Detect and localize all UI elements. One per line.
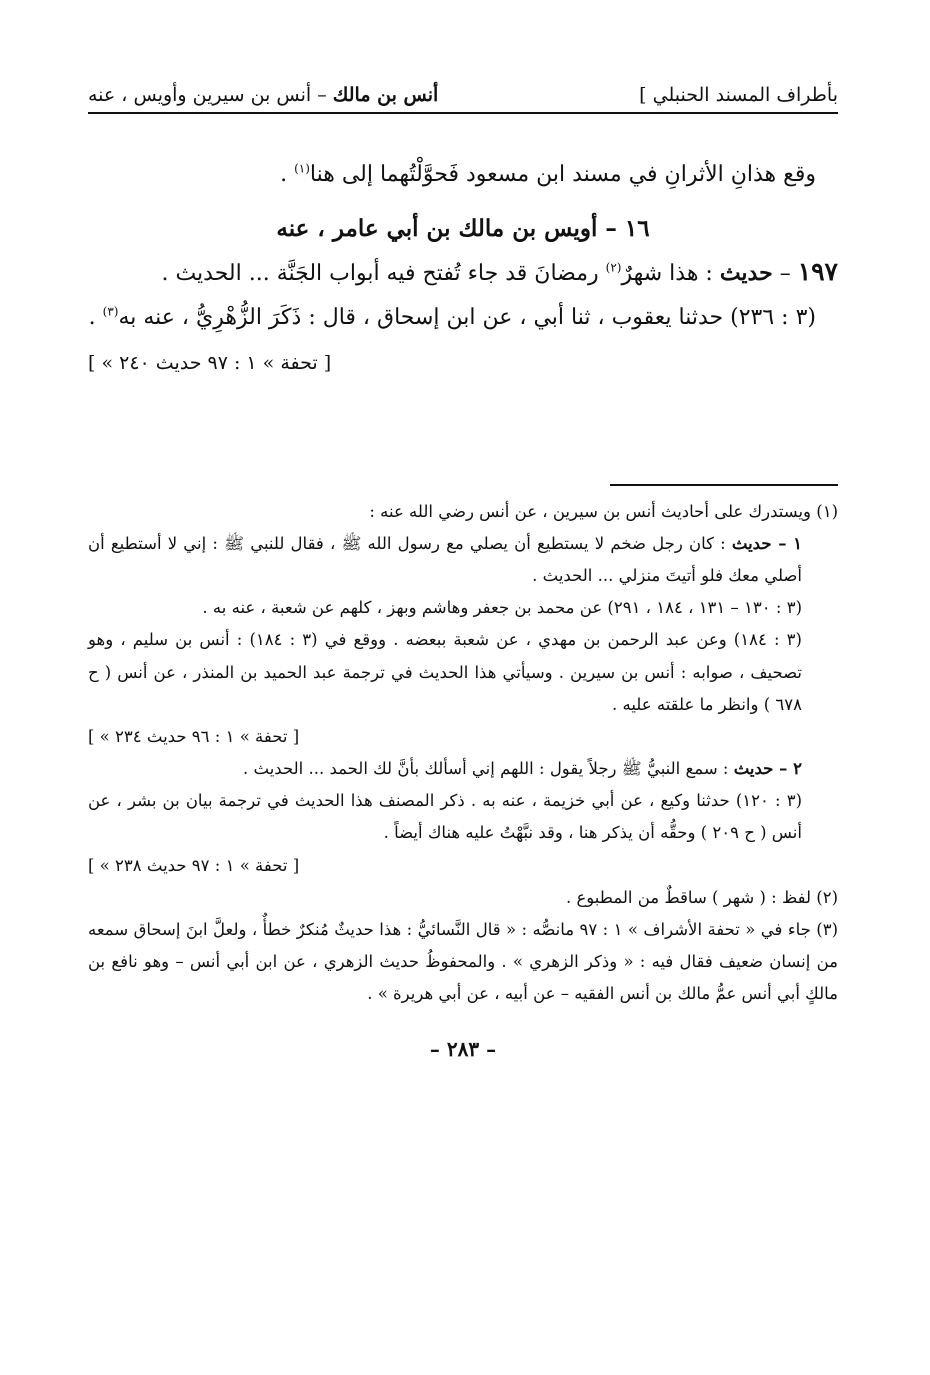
footnote-1-hadith-1-isnad: (٣ : ١٣٠ – ١٣١ ، ١٨٤ ، ٢٩١) عن محمد بن جعفر وهاشم وبهز ، كلهم عن شعبة ، عنه به . [202,598,802,618]
intro-end: . [280,162,295,187]
footnote-2: (٢) لفظ : ( شهر ) ساقطٌ من المطبوع . [565,887,838,907]
page [88,84,838,1061]
page-number: – ٢٨٣ – [429,1036,497,1061]
footnotes [88,496,838,1011]
footnote-1-hadith-1-note: (٣ : ١٨٤) وعن عبد الرحمن بن مهدي ، عن شعبة ببعضه . ووقع في (٣ : ١٨٤) : أنس بن سليم ، وهو تصحيف ، صوابه : أنس بن سيرين . وسيأتي هذا الحديث في ترجمة عبد الحميد بن المنذر ، عن أنس ( ح ٦٧٨ ) وانظر ما علقته عليه . [88,630,802,714]
isnad-paragraph [88,299,838,338]
header-section-name: أنس بن مالك [332,84,439,106]
fn-hadith-number: ١ – [771,533,802,553]
footnote-1-hadith-1 [88,528,838,592]
fn-hadith-number: ٢ – [773,759,802,779]
footnote-1-hadith-2 [88,753,838,785]
hadith-number: ١٩٧ [797,256,838,286]
footnote-ref: (١) [294,161,310,176]
isnad-end: . [88,305,103,331]
header-section [88,84,438,106]
hadith-word: حديث [719,259,773,286]
footnote-ref: (٢) [605,260,622,275]
fn-hadith-word: حديث [731,533,772,553]
footnote-1-hadith-1-tuhfa: [ « تحفة » ١ : ٩٦ حديث ٢٣٤ ] [88,726,300,746]
fn-hadith-text: : سمع النبيُّ ﷺ رجلاً يقول : اللهم إني أسألك بأنَّ لك الحمد ... الحديث . [243,759,734,779]
fn-hadith-text: : كان رجل ضخم لا يستطيع أن يصلي مع رسول الله ﷺ ، فقال للنبي ﷺ : إني لا أستطيع أن أصلي معك فلو أتيتَ منزلي ... الحديث . [88,533,802,586]
header-book-title: بأطراف المسند الحنبلي ] [639,84,838,106]
section-title: ١٦ – أويس بن مالك بن أبي عامر ، عنه [276,214,650,242]
footnote-ref: (٣) [102,304,119,319]
footnote-1-intro: (١) ويستدرك على أحاديث أنس بن سيرين ، عن أنس رضي الله عنه : [369,501,838,521]
footnote-3: (٣) جاء في « تحفة الأشراف » ١ : ٩٧ مانصُّه : « قال النَّسائيُّ : هذا حديثٌ مُنكرٌ خطأٌ ، ولعلَّ ابنَ إسحاق سمعه من إنسان ضعيف فقال فيه : « وذكر الزهري » . والمحفوظُ حديث الزهري ، عن ابن أبي أنس – وهو نافع بن مالكٍ أبي أنس عمُّ مالك بن أنس الفقيه – عن أبيه ، عن أبي هريرة » . [88,919,838,1004]
hadith-text-a: : هذا شهرٌ [621,260,720,286]
isnad-text: (٣ : ٢٣٦) حدثنا يعقوب ، ثنا أبي ، عن ابن إسحاق ، قال : ذَكَرَ الزُّهْرِيُّ ، عنه به [118,305,816,331]
footnote-divider [610,484,838,486]
running-header [88,84,838,114]
fn-hadith-word: حديث [733,759,774,779]
header-section-rest: – أنس بن سيرين وأويس ، عنه [88,84,327,106]
tuhfa-reference: [ « تحفة » ١ : ٩٧ حديث ٢٤٠ ] [88,351,332,374]
hadith-dash: – [772,260,798,286]
footnote-1-hadith-2-isnad: (٣ : ١٢٠) حدثنا وكيع ، عن أبي خزيمة ، عنه به . ذكر المصنف هذا الحديث في ترجمة بيان بن بشر ، عن أنس ( ح ٢٠٩ ) وحقُّه أن يذكر هنا ، وقد نبَّهْتُ عليه هناك أيضاً . [88,791,802,843]
footnote-1-hadith-2-tuhfa: [ « تحفة » ١ : ٩٧ حديث ٢٣٨ ] [88,855,300,875]
intro-paragraph [88,156,838,195]
hadith-text-b: رمضانَ قد جاء تُفتح فيه أبواب الجَنَّة ... الحديث . [161,260,606,286]
hadith-entry [88,250,838,294]
intro-text: وقع هذانِ الأثرانِ في مسند ابن مسعود فَحوَّلْتُهما إلى هنا [309,162,816,187]
